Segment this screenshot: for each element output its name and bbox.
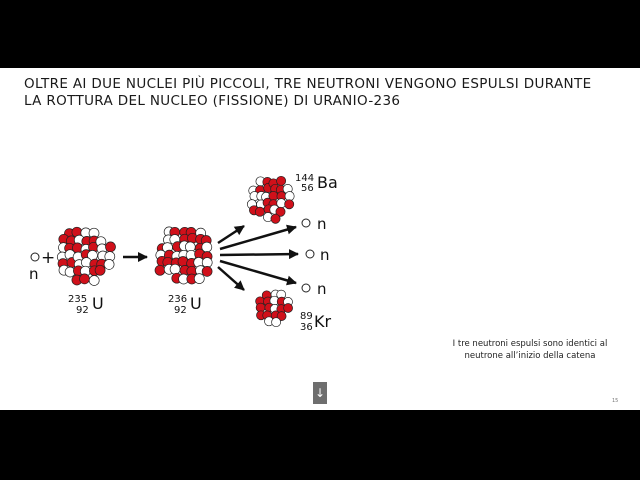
u235-mass-number: 235	[68, 294, 88, 305]
ba-mass-number: 144	[295, 173, 315, 184]
nucleon	[80, 274, 90, 284]
nucleon	[106, 242, 116, 252]
nucleon	[277, 176, 286, 185]
kr-symbol: Kr	[314, 312, 332, 331]
nucleon	[272, 318, 281, 327]
page-number: 15	[612, 398, 619, 404]
arrow-to-neutron-2	[220, 254, 298, 255]
nucleon	[255, 207, 264, 216]
incoming-neutron-icon	[31, 253, 39, 261]
emitted-neutron-3-label: n	[317, 280, 327, 298]
emitted-neutron-1-icon	[302, 219, 310, 227]
emitted-neutron-2-label: n	[320, 246, 330, 264]
nucleon	[89, 276, 99, 286]
slide-caption: I tre neutroni espulsi sono identici al neutrone all’inizio della catena	[452, 339, 608, 361]
u235-atomic-number: 92	[76, 305, 89, 316]
nucleon	[104, 259, 114, 269]
uranium-235-label	[68, 294, 104, 316]
incoming-neutron-label: n	[29, 265, 39, 283]
u236-atomic-number: 92	[174, 305, 187, 316]
arrow-down-icon: ↓	[314, 386, 326, 400]
slide-title: OLTRE AI DUE NUCLEI PIÙ PICCOLI, TRE NEUTRONI VENGONO ESPULSI DURANTE LA ROTTURA DEL NUCLEO (FISSIONE) DI URANIO-236	[24, 76, 592, 109]
nucleon	[202, 242, 212, 252]
kr-mass-number: 89	[300, 311, 313, 322]
next-slide-button[interactable]	[313, 382, 327, 404]
nucleon	[95, 265, 105, 275]
kr-atomic-number: 36	[300, 322, 313, 333]
nucleon	[202, 266, 212, 276]
arrow-to-krypton	[218, 267, 244, 290]
emitted-neutron-1-label: n	[317, 215, 327, 233]
emitted-neutron-3-icon	[302, 284, 310, 292]
u235-symbol: U	[92, 294, 104, 313]
nucleon	[285, 200, 294, 209]
nucleon	[202, 258, 212, 268]
arrow-to-neutron-1	[220, 227, 296, 249]
emitted-neutron-2-icon	[306, 250, 314, 258]
nucleon	[170, 264, 180, 274]
krypton-89-nucleus	[256, 290, 293, 327]
nucleon	[271, 214, 280, 223]
u236-mass-number: 236	[168, 294, 188, 305]
nucleon	[155, 265, 165, 275]
krypton-89-label	[300, 311, 331, 333]
uranium-235-nucleus	[57, 227, 115, 285]
uranium-236-nucleus	[155, 227, 212, 284]
ba-symbol: Ba	[317, 173, 338, 192]
nucleon	[285, 192, 294, 201]
plus-sign: +	[41, 248, 56, 268]
uranium-236-label	[168, 294, 202, 316]
nucleon	[194, 274, 204, 284]
barium-144-nucleus	[247, 176, 294, 223]
arrow-to-barium	[218, 226, 244, 243]
u236-symbol: U	[190, 294, 202, 313]
barium-144-label	[295, 173, 338, 194]
slide	[0, 68, 640, 410]
ba-atomic-number: 56	[301, 183, 314, 194]
nucleon	[284, 304, 293, 313]
